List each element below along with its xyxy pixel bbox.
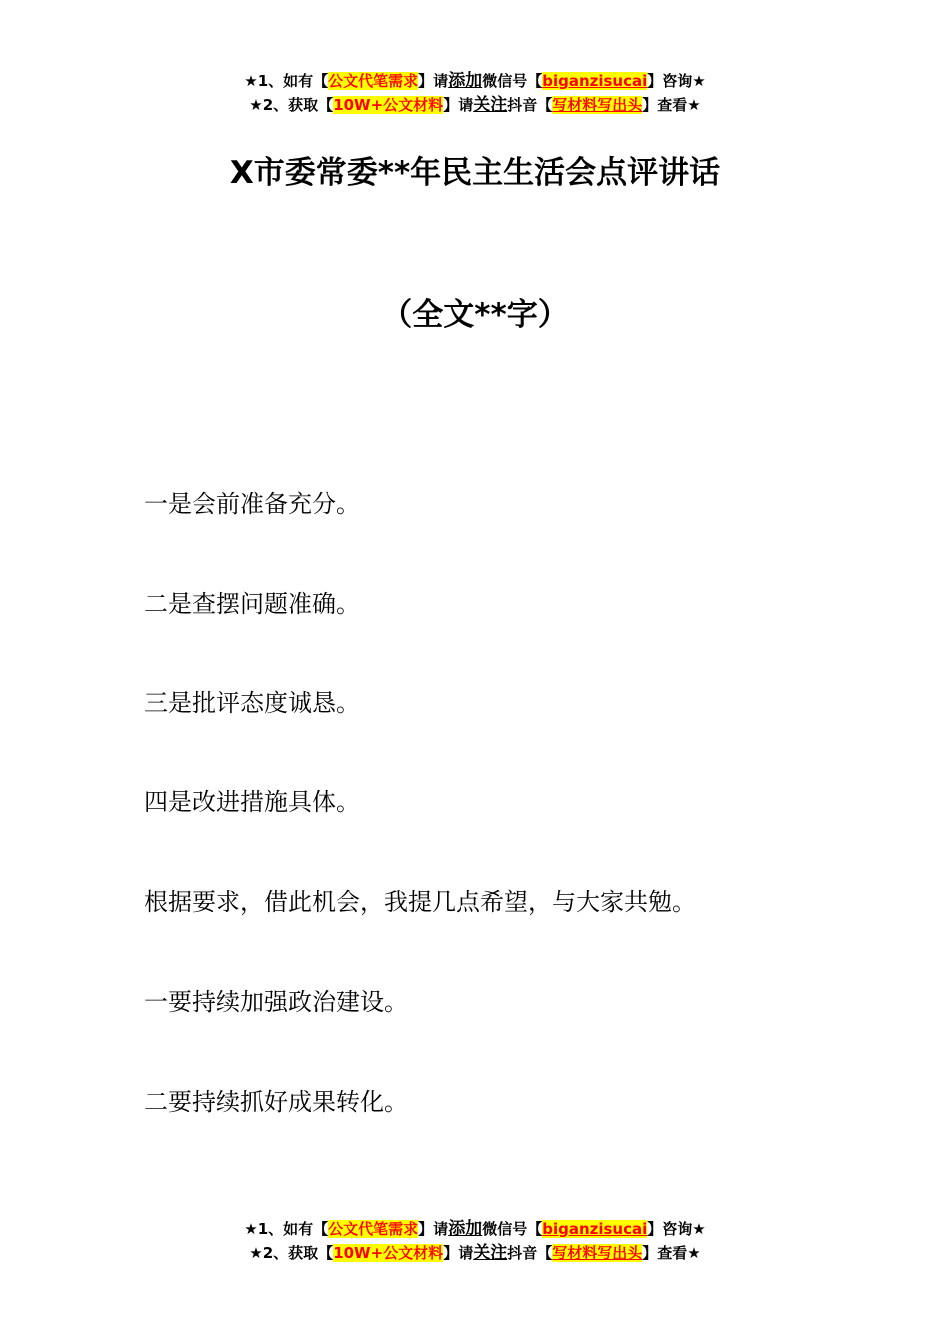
promo-underline-add: 添加 bbox=[448, 1219, 483, 1239]
document-subtitle: （全文**字） bbox=[381, 297, 569, 333]
promo-highlight-materials: 10W+公文材料 bbox=[333, 96, 444, 114]
promo-highlight-materials: 10W+公文材料 bbox=[333, 1244, 444, 1262]
promo-line-2: ★2、获取【10W+公文材料】请关注抖音【写材料写出头】查看★ bbox=[249, 95, 701, 115]
paragraph: 一是会前准备充分。 bbox=[144, 490, 360, 518]
promo-wechat-id: biganzisucai bbox=[542, 72, 648, 90]
promo-underline-follow: 关注 bbox=[473, 95, 508, 115]
paragraph: 二是查摆问题准确。 bbox=[144, 590, 360, 618]
paragraph: 一要持续加强政治建设。 bbox=[144, 988, 408, 1016]
promo-highlight-service: 公文代笔需求 bbox=[328, 1220, 419, 1238]
paragraph: 根据要求，借此机会，我提几点希望，与大家共勉。 bbox=[144, 888, 696, 916]
footer-promo-banner bbox=[0, 1217, 950, 1265]
promo-line-1: ★1、如有【公文代笔需求】请添加微信号【biganzisucai】咨询★ bbox=[244, 1219, 706, 1239]
promo-underline-follow: 关注 bbox=[473, 1243, 508, 1263]
promo-douyin-account: 写材料写出头 bbox=[552, 96, 643, 114]
promo-line-1: ★1、如有【公文代笔需求】请添加微信号【biganzisucai】咨询★ bbox=[244, 71, 706, 91]
promo-wechat-id: biganzisucai bbox=[542, 1220, 648, 1238]
promo-highlight-service: 公文代笔需求 bbox=[328, 72, 419, 90]
promo-line-2: ★2、获取【10W+公文材料】请关注抖音【写材料写出头】查看★ bbox=[249, 1243, 701, 1263]
header-promo-banner bbox=[0, 69, 950, 117]
promo-underline-add: 添加 bbox=[448, 71, 483, 91]
paragraph: 四是改进措施具体。 bbox=[144, 788, 360, 816]
promo-douyin-account: 写材料写出头 bbox=[552, 1244, 643, 1262]
document-title: X市委常委**年民主生活会点评讲话 bbox=[229, 155, 721, 191]
paragraph: 三是批评态度诚恳。 bbox=[144, 689, 360, 717]
paragraph: 二要持续抓好成果转化。 bbox=[144, 1088, 408, 1116]
